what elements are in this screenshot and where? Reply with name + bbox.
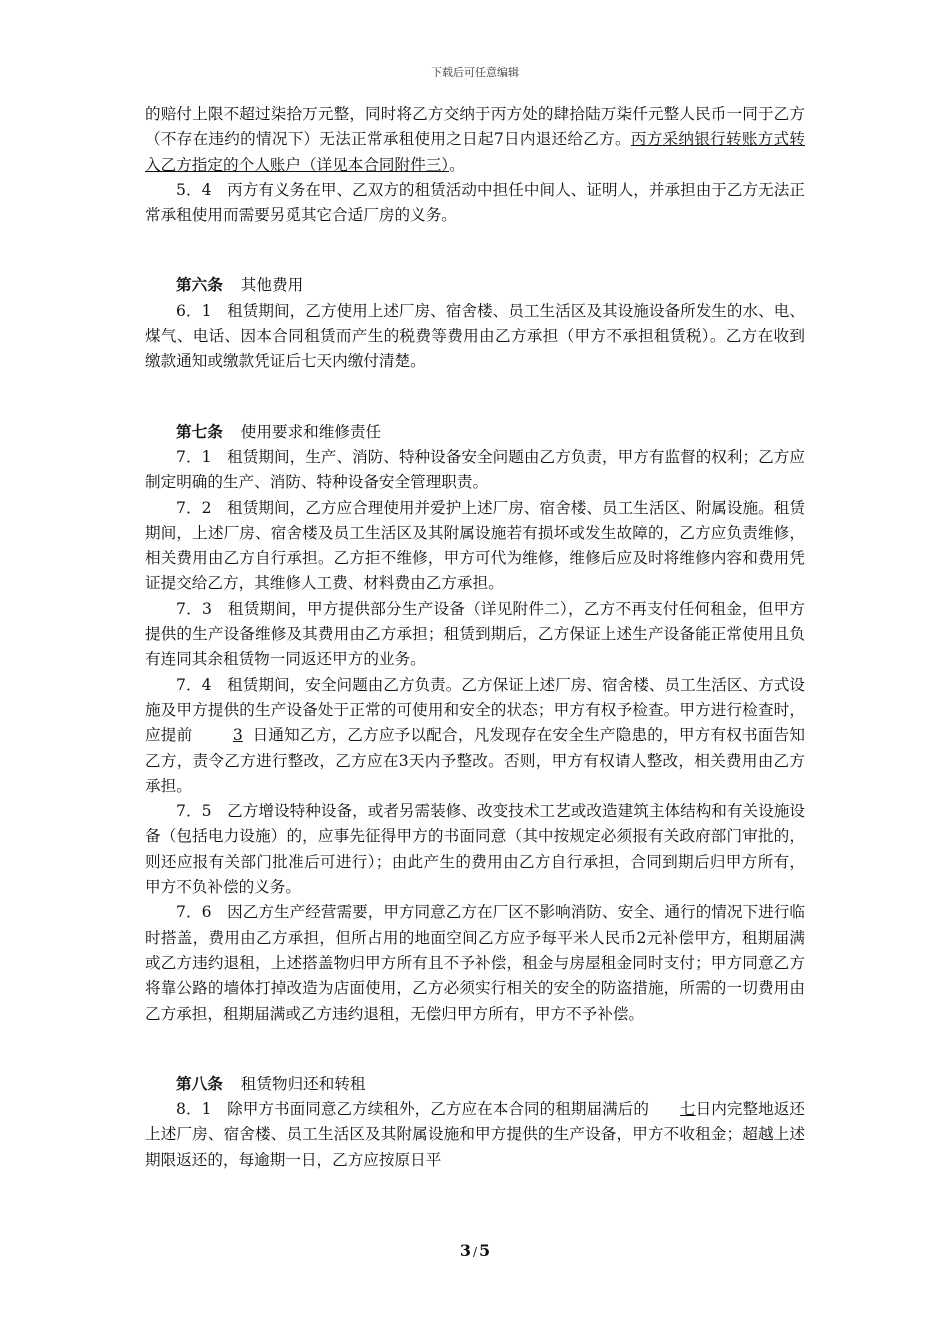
clause-5-4: 5．4 丙方有义务在甲、乙双方的租赁活动中担任中间人、证明人，并承担由于乙方无法正常承租使用而需要另觅其它合适厂房的义务。 <box>145 180 805 225</box>
paragraph-text: 的赔付上限不超过柒拾万元整，同时将乙方交纳于丙方处的肆拾陆万柒仟元整人民币一同于乙方（不存在违约的情况下）无法正常承租使用之日起7日内退还给乙方。 <box>145 105 805 149</box>
filled-blank: 3 <box>232 726 243 745</box>
clause-7-6: 7．6 因乙方生产经营需要，甲方同意乙方在厂区不影响消防、安全、通行的情况下进行临时搭盖，费用由乙方承担，但所占用的地面空间乙方应予每平米人民币2元补偿甲方，租期届满或乙方违约退租，上述搭盖物归甲方所有且不予补偿，租金与房屋租金同时支付；甲方同意乙方将靠公路的墙体打掉改造为店面使用，乙方必须实行相关的安全的防盗措施，所需的一切费用由乙方承担，租期届满或乙方违约退租，无偿归甲方所有，甲方不予补偿。 <box>145 903 805 1023</box>
paragraph-text: 。 <box>449 155 465 174</box>
article-title: 租赁物归还和转租 <box>240 1074 366 1093</box>
document-body <box>145 102 805 1173</box>
current-page: 3 <box>459 1241 471 1260</box>
clause-6-1: 6．1 租赁期间，乙方使用上述厂房、宿舍楼、员工生活区及其设施设备所发生的水、电、煤气、电话、因本合同租赁而产生的税费等费用由乙方承担（甲方不承担租赁税）。乙方在收到缴款通知或缴款凭证后七天内缴付清楚。 <box>145 301 805 371</box>
paragraph-text: 8．1 除甲方书面同意乙方续租外，乙方应在本合同的租期届满后的 <box>176 1100 650 1119</box>
paragraph-text: 日通知乙方，乙方应予以配合，凡发现存在安全生产隐患的，甲方有权书面告知乙方，责令乙方进行整改，乙方应在3天内予整改。否则，甲方有权请人整改，相关费用由乙方承担。 <box>145 726 805 795</box>
article-number: 第七条 <box>176 421 223 441</box>
page-header: 下载后可任意编辑 <box>431 66 519 79</box>
clause-8-1 <box>145 1097 805 1173</box>
page-separator: / <box>472 1245 478 1259</box>
clause-7-4 <box>145 673 805 799</box>
paragraph-text: 7．4 租赁期间，安全问题由乙方负责。乙方保证上述厂房、宿舍楼、员工生活区、方式设施及甲方提供的生产设备处于正常的可使用和安全的状态；甲方有权予检查。甲方进行检查时，应提前 <box>145 675 805 745</box>
article-6-heading <box>145 272 805 298</box>
article-8-heading <box>145 1071 805 1097</box>
article-number: 第八条 <box>176 1073 223 1093</box>
underlined-text: 丙方采纳银行转账方式转入乙方指定的个人账户（详见本合同附件三） <box>145 130 805 174</box>
clause-7-3: 7．3 租赁期间，甲方提供部分生产设备（详见附件二），乙方不再支付任何租金，但甲方提供的生产设备维修及其费用由乙方承担；租赁到期后，乙方保证上述生产设备能正常使用且负有连同其余租赁物一同返还甲方的业务。 <box>145 599 805 669</box>
filled-blank: 七 <box>680 1100 696 1119</box>
clause-7-5: 7．5 乙方增设特种设备，或者另需装修、改变技术工艺或改造建筑主体结构和有关设施设备（包括电力设施）的，应事先征得甲方的书面同意（其中按规定必须报有关政府部门审批的，则还应报有关部门批准后可进行）；由此产生的费用由乙方自行承担，合同到期后归甲方所有，甲方不负补偿的义务。 <box>145 802 805 897</box>
article-number: 第六条 <box>176 275 223 295</box>
article-title: 使用要求和维修责任 <box>240 422 382 441</box>
clause-7-1: 7．1 租赁期间，生产、消防、特种设备安全问题由乙方负责，甲方有监督的权利；乙方应制定明确的生产、消防、特种设备安全管理职责。 <box>145 447 805 492</box>
total-pages: 5 <box>479 1241 491 1260</box>
clause-7-2: 7．2 租赁期间，乙方应合理使用并爱护上述厂房、宿舍楼、员工生活区、附属设施。租赁期间，上述厂房、宿舍楼及员工生活区及其附属设施若有损坏或发生故障的，乙方应负责维修，相关费用由乙方自行承担。乙方拒不维修，甲方可代为维修，维修后应及时将维修内容和费用凭证提交给乙方，其维修人工费、材料费由乙方承担。 <box>145 498 805 593</box>
page-number <box>0 1241 950 1260</box>
article-title: 其他费用 <box>240 276 304 295</box>
paragraph-text: 日内完整地返还上述厂房、宿舍楼、员工生活区及其附属设施和甲方提供的生产设备，甲方不收租金；超越上述期限返还的，每逾期一日，乙方应按原日平 <box>145 1100 805 1169</box>
paragraph-continued <box>145 102 805 178</box>
article-7-heading <box>145 419 805 445</box>
